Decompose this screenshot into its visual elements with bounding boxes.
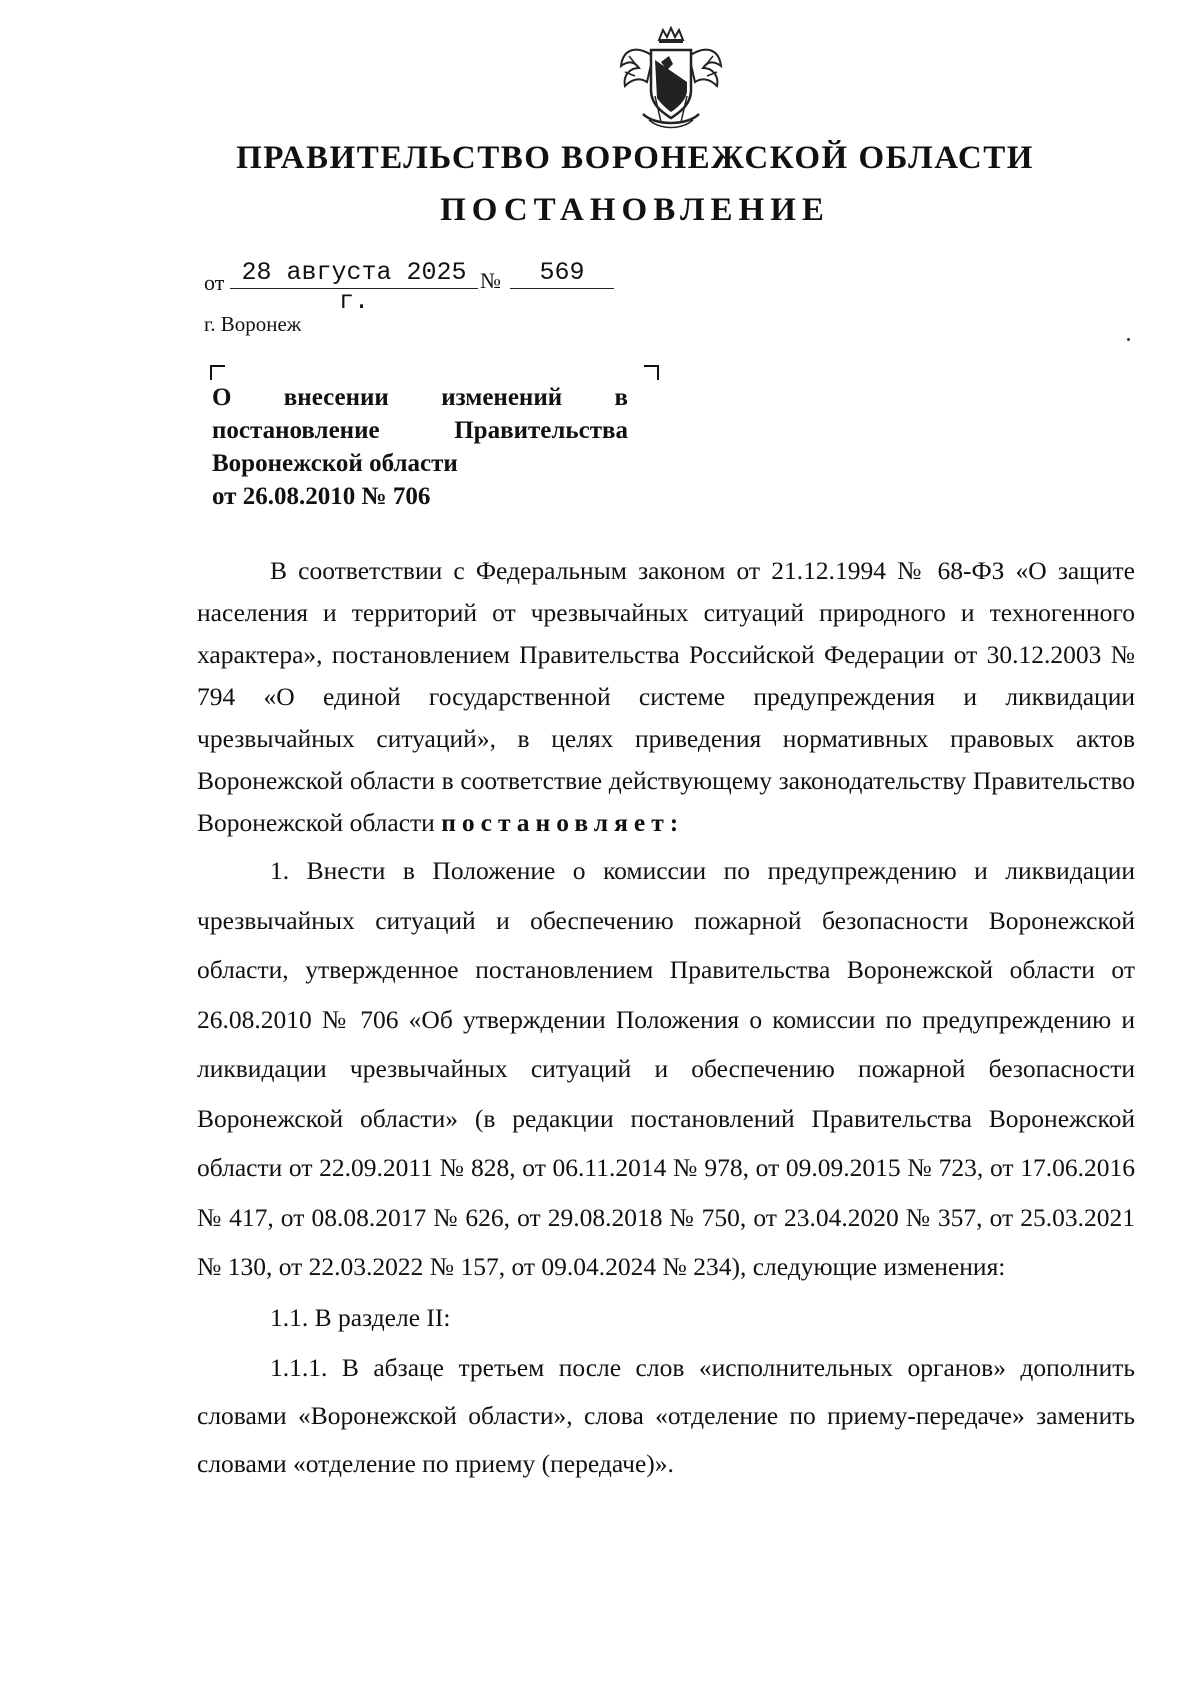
resolves-word: постановляет:: [441, 808, 685, 837]
document-date: 28 августа 2025 г.: [230, 258, 478, 289]
voronezh-coat-of-arms-icon: [615, 26, 727, 134]
subject-bracket-right: [644, 365, 659, 380]
document-subject: [212, 381, 628, 513]
document-type-title: ПОСТАНОВЛЕНИЕ: [440, 192, 830, 228]
organization-title: ПРАВИТЕЛЬСТВО ВОРОНЕЖСКОЙ ОБЛАСТИ: [236, 140, 1034, 176]
subject-line: Воронежской области: [212, 450, 458, 477]
preamble-paragraph: [197, 550, 1135, 844]
document-body: [197, 550, 1135, 1488]
document-number: 569: [510, 258, 614, 289]
preamble-text: В соответствии с Федеральным законом от 21.12.1994 № 68-ФЗ «О защите населения и территорий от чрезвычайных ситуаций природного и техногенного характера», постановлением Правительства Российской Федерации от 30.12.2003 № 794 «О единой государственной системе предупреждения и ликвидации чрезвычайных ситуаций», в целях приведения нормативных правовых актов Воронежской области в соответствие действующему законодательству Правительство Воронежской области: [197, 556, 1135, 837]
item-1-1-1-paragraph: 1.1.1. В абзаце третьем после слов «исполнительных органов» дополнить словами «Воронежской области», слова «отделение по приему-передаче» заменить словами «отделение по приему (передаче)».: [197, 1352, 1135, 1478]
subject-line: от 26.08.2010 № 706: [212, 483, 431, 510]
subject-line: О внесении изменений в: [212, 384, 628, 411]
city: г. Воронеж: [204, 312, 302, 336]
item-1-1-paragraph: 1.1. В разделе II:: [270, 1302, 451, 1332]
scan-speck: [1127, 338, 1130, 341]
subject-bracket-left: [210, 365, 225, 380]
date-prefix: от: [204, 270, 225, 295]
subject-line: постановление Правительства: [212, 417, 628, 444]
number-sign: №: [480, 268, 501, 293]
item-1-paragraph: 1. Внести в Положение о комиссии по предупреждению и ликвидации чрезвычайных ситуаций и обеспечению пожарной безопасности Воронежской области, утвержденное постановлением Правительства Воронежской области от 26.08.2010 № 706 «Об утверждении Положения о комиссии по предупреждению и ликвидации чрезвычайных ситуаций и обеспечению пожарной безопасности Воронежской области» (в редакции постановлений Правительства Воронежской области от 22.09.2011 № 828, от 06.11.2014 № 978, от 09.09.2015 № 723, от 17.06.2016 № 417, от 08.08.2017 № 626, от 29.08.2018 № 750, от 23.04.2020 № 357, от 25.03.2021 № 130, от 22.03.2022 № 157, от 09.04.2024 № 234), следующие изменения:: [197, 856, 1135, 1281]
